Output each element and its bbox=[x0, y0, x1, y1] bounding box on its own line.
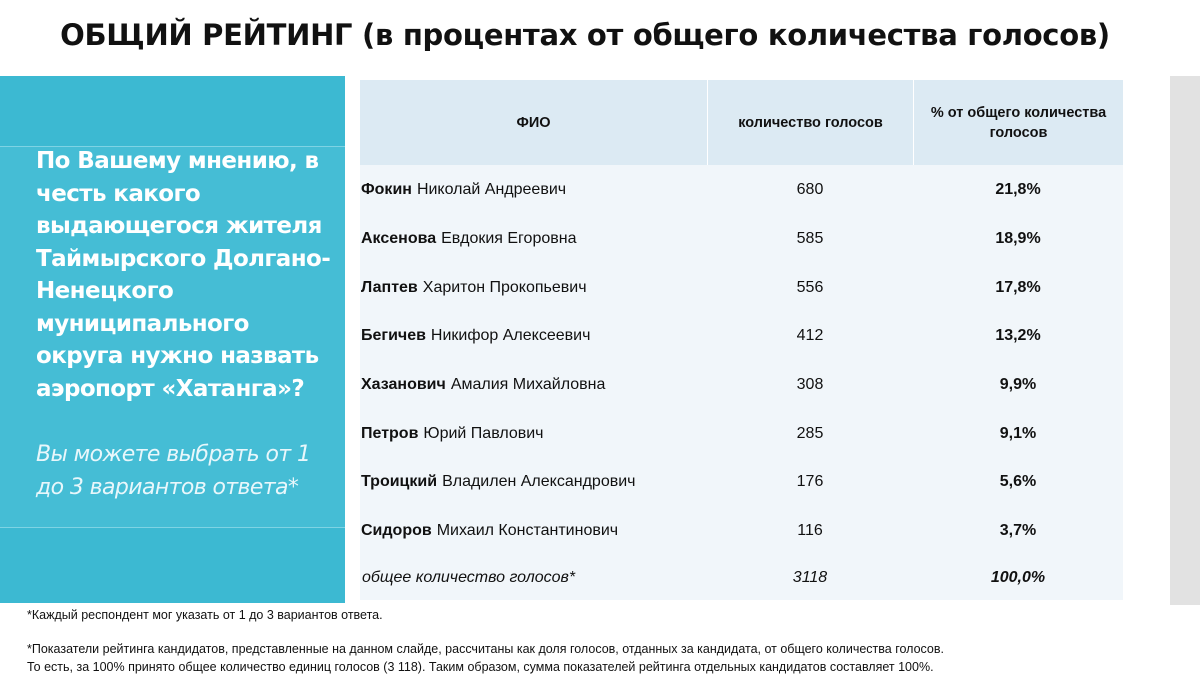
footnote-method-line2: То есть, за 100% принято общее количество единиц голосов (3 118). Таким образом, сумма показателей рейтинга отдельных кандидатов составляет 100%. bbox=[27, 660, 934, 674]
survey-hint: Вы можете выбрать от 1 до 3 вариантов ответа* bbox=[36, 442, 311, 500]
candidate-percent: 21,8% bbox=[995, 180, 1041, 198]
candidate-name bbox=[360, 165, 707, 214]
candidate-surname: Лаптев bbox=[361, 278, 418, 296]
candidate-votes: 308 bbox=[796, 375, 824, 393]
candidate-votes: 176 bbox=[796, 472, 824, 490]
candidate-given-name: Николай Андреевич bbox=[416, 180, 567, 198]
table-row bbox=[360, 409, 1123, 458]
candidate-name bbox=[360, 311, 707, 360]
candidate-surname: Троицкий bbox=[361, 472, 438, 490]
total-percent: 100,0% bbox=[990, 568, 1046, 586]
candidate-name bbox=[360, 506, 707, 555]
title-subtitle: (в процентах от общего количества голосов) bbox=[362, 18, 1110, 52]
candidate-percent: 17,8% bbox=[995, 278, 1041, 296]
candidate-votes: 556 bbox=[796, 278, 824, 296]
candidate-name bbox=[360, 457, 707, 506]
slide-title bbox=[0, 18, 1170, 52]
candidate-given-name: Владилен Александрович bbox=[442, 472, 636, 490]
candidate-given-name: Никифор Алексеевич bbox=[430, 326, 591, 344]
header-percent bbox=[913, 80, 1123, 165]
footnote-respondent: *Каждый респондент мог указать от 1 до 3 вариантов ответа. bbox=[27, 608, 383, 622]
candidate-surname: Петров bbox=[361, 424, 419, 442]
candidate-name bbox=[360, 263, 707, 312]
footnote-method-line1: *Показатели рейтинга кандидатов, представленные на данном слайде, рассчитаны как доля голосов, отданных за кандидата, от общего количества голосов. bbox=[27, 642, 944, 656]
candidate-surname: Фокин bbox=[361, 180, 412, 198]
candidate-votes: 116 bbox=[797, 521, 823, 539]
table-row bbox=[360, 457, 1123, 506]
total-votes: 3118 bbox=[792, 568, 828, 586]
candidate-votes: 585 bbox=[796, 229, 824, 247]
table-row bbox=[360, 311, 1123, 360]
title-main: ОБЩИЙ РЕЙТИНГ bbox=[60, 18, 353, 52]
footnote-method bbox=[27, 640, 1177, 676]
total-row bbox=[360, 555, 1123, 600]
candidate-percent: 18,9% bbox=[995, 229, 1041, 247]
candidate-surname: Бегичев bbox=[361, 326, 426, 344]
candidate-given-name: Харитон Прокопьевич bbox=[422, 278, 587, 296]
candidate-given-name: Михаил Константинович bbox=[436, 521, 619, 539]
total-label: общее количество голосов* bbox=[362, 568, 576, 586]
header-name: ФИО bbox=[516, 114, 551, 131]
header-votes: количество голосов bbox=[707, 80, 913, 165]
candidate-surname: Аксенова bbox=[361, 229, 437, 247]
candidate-name bbox=[360, 360, 707, 409]
header-percent-label: % от общего количества голосов bbox=[930, 104, 1107, 141]
table-row bbox=[360, 214, 1123, 263]
candidate-percent: 9,9% bbox=[999, 375, 1037, 393]
candidate-surname: Сидоров bbox=[361, 521, 432, 539]
candidate-percent: 13,2% bbox=[995, 326, 1041, 344]
candidate-percent: 5,6% bbox=[999, 472, 1037, 490]
candidate-name bbox=[360, 214, 707, 263]
rating-table bbox=[360, 80, 1123, 600]
candidate-given-name: Юрий Павлович bbox=[423, 424, 544, 442]
candidate-votes: 285 bbox=[796, 424, 824, 442]
candidate-surname: Хазанович bbox=[361, 375, 446, 393]
table-row bbox=[360, 165, 1123, 214]
right-decor-bar bbox=[1170, 76, 1200, 605]
candidate-percent: 3,7% bbox=[999, 521, 1037, 539]
candidate-percent: 9,1% bbox=[999, 424, 1037, 442]
survey-question: По Вашему мнению, в честь какого выдающегося жителя Таймырского Долгано-Ненецкого муниципального округа нужно назвать аэропорт «Хатанга»? bbox=[36, 148, 331, 402]
candidate-name bbox=[360, 409, 707, 458]
candidate-votes: 412 bbox=[796, 326, 824, 344]
candidate-given-name: Евдокия Егоровна bbox=[441, 229, 577, 247]
table-row bbox=[360, 263, 1123, 312]
candidate-votes: 680 bbox=[796, 180, 824, 198]
table-header bbox=[360, 80, 1123, 165]
candidate-given-name: Амалия Михайловна bbox=[450, 375, 606, 393]
table-row bbox=[360, 506, 1123, 555]
table-row bbox=[360, 360, 1123, 409]
